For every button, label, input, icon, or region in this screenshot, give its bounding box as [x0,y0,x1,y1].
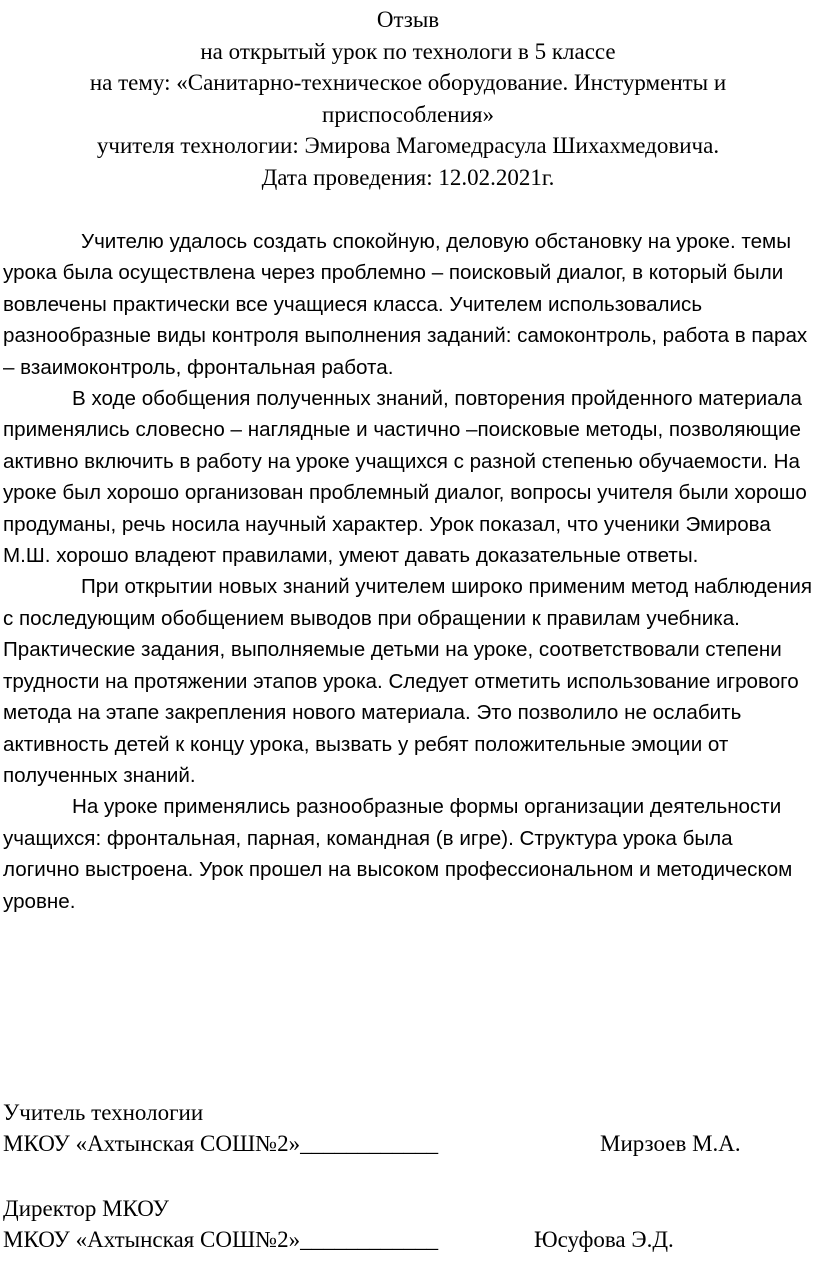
teacher-org: МКОУ «Ахтынская СОШ№2»____________ [3,1131,439,1156]
lesson-date: Дата проведения: 12.02.2021г. [261,164,555,190]
document-title: Отзыв [376,7,440,32]
teacher-name: Мирзоев М.А. [600,1131,741,1156]
lesson-info: на открытый урок по технологи в 5 классе [200,38,616,64]
paragraph-4: На уроке применялись разнообразные формы организации деятельности учащихся: фронтальная, парная, командная (в игре). Структура урока была логично выстроена. Урок прошел на высоком профессиональном и методическом уровне. [3,795,793,913]
director-org: МКОУ «Ахтынская СОШ№2»____________ [3,1227,439,1252]
lesson-topic-continued: приспособления» [322,101,494,127]
teacher-info: учителя технологии: Эмирова Магомедрасула Шихахмедовича. [96,133,720,158]
review-body [3,226,813,917]
teacher-signature-block [3,1097,813,1159]
teacher-org-row [3,1128,813,1159]
director-org-row [3,1224,813,1255]
paragraph-1: Учителю удалось создать спокойную, деловую обстановку на уроке. темы урока была осуществлена через проблемно – поисковый диалог, в который были вовлечены практически все учащиеся класса. Учителем использовались разнообразные виды контроля выполнения заданий: самоконтроль, работа в парах – взаимоконтроль, фронтальная работа. [3,230,808,379]
teacher-role: Учитель технологии [3,1100,204,1125]
director-name: Юсуфова Э.Д. [534,1227,674,1252]
director-role: Директор МКОУ [3,1196,169,1221]
director-signature-block [3,1193,813,1255]
paragraph-3: При открытии новых знаний учителем широко применим метод наблюдения с последующим обобщением выводов при обращении к правилам учебника. Практические задания, выполняемые детьми на уроке, соответствовали степени трудности на протяжении этапов урока. Следует отметить использование игрового метода на этапе закрепления нового материала. Это позволило не ослабить активность детей к концу урока, вызвать у ребят положительные эмоции от полученных знаний. [3,575,813,787]
lesson-topic: на тему: «Санитарно-техническое оборудование. Инстурменты и [89,70,727,95]
paragraph-2: В ходе обобщения полученных знаний, повторения пройденного материала применялись словесно – наглядные и частично –поисковые методы, позволяющие активно включить в работу на уроке учащихся с разной степенью обучаемости. На уроке был хорошо организован проблемный диалог, вопросы учителя были хорошо продуманы, речь носила научный характер. Урок показал, что ученики Эмирова М.Ш. хорошо владеют правилами, умеют давать доказательные ответы. [3,387,807,568]
document-header [0,4,816,193]
